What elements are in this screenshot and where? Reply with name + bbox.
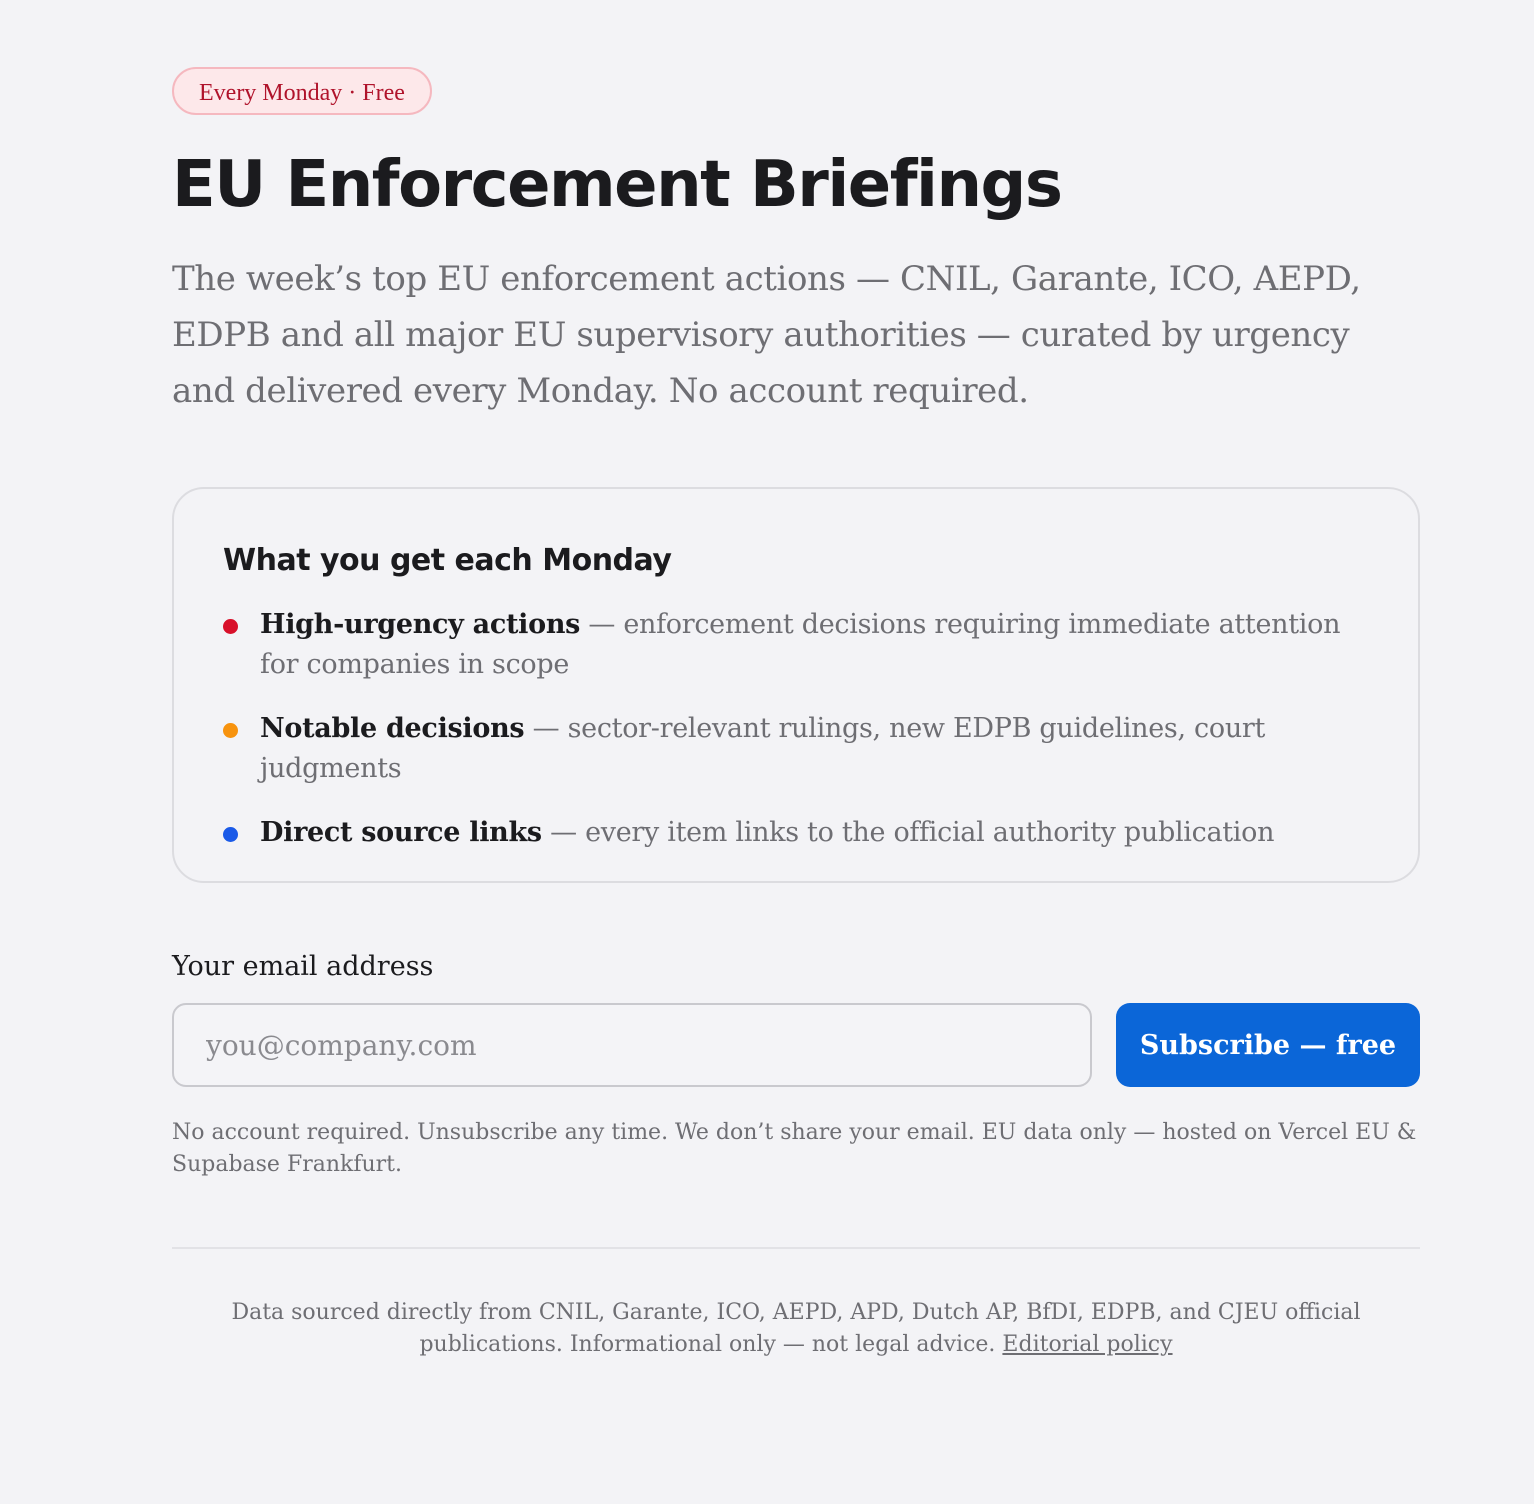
footer-text: Data sourced directly from CNIL, Garante, ICO, AEPD, APD, Dutch AP, BfDI, EDPB, and CJEU official publications. Informational only — not legal advice. <box>231 1300 1361 1357</box>
benefit-high-urgency <box>223 605 1370 685</box>
footer-note <box>172 1297 1420 1361</box>
benefits-heading: What you get each Monday <box>223 543 672 578</box>
benefit-description: — every item links to the official authority publication <box>541 817 1275 848</box>
page-subtitle: The week’s top EU enforcement actions — CNIL, Garante, ICO, AEPD, EDPB and all major EU supervisory authorities — curated by urgency and delivered every Monday. No account required. <box>172 259 1361 411</box>
orange-dot-icon <box>223 723 238 738</box>
frequency-badge: Every Monday · Free <box>172 67 432 115</box>
benefits-card <box>172 487 1420 883</box>
subscribe-button[interactable]: Subscribe — free <box>1116 1003 1420 1087</box>
benefit-title: Direct source links <box>260 817 542 848</box>
benefit-notable-decisions <box>223 709 1370 789</box>
benefits-list <box>223 605 1370 853</box>
email-input[interactable] <box>172 1003 1092 1087</box>
red-dot-icon <box>223 619 238 634</box>
benefit-description: — sector-relevant rulings, new EDPB guidelines, court judgments <box>260 713 1266 784</box>
newsletter-signup <box>172 67 1420 1357</box>
subscribe-form <box>172 1003 1420 1087</box>
editorial-policy-link[interactable]: Editorial policy <box>1002 1332 1173 1357</box>
divider <box>172 1247 1420 1249</box>
benefit-title: Notable decisions <box>260 713 525 744</box>
email-label: Your email address <box>172 951 434 982</box>
blue-dot-icon <box>223 827 238 842</box>
benefit-description: — enforcement decisions requiring immediate attention for companies in scope <box>260 609 1341 680</box>
benefit-source-links <box>223 813 1370 853</box>
page-title: EU Enforcement Briefings <box>172 148 1062 222</box>
privacy-note: No account required. Unsubscribe any time. We don’t share your email. EU data only — hosted on Vercel EU & Supabase Frankfurt. <box>172 1120 1417 1177</box>
benefit-title: High-urgency actions <box>260 609 581 640</box>
